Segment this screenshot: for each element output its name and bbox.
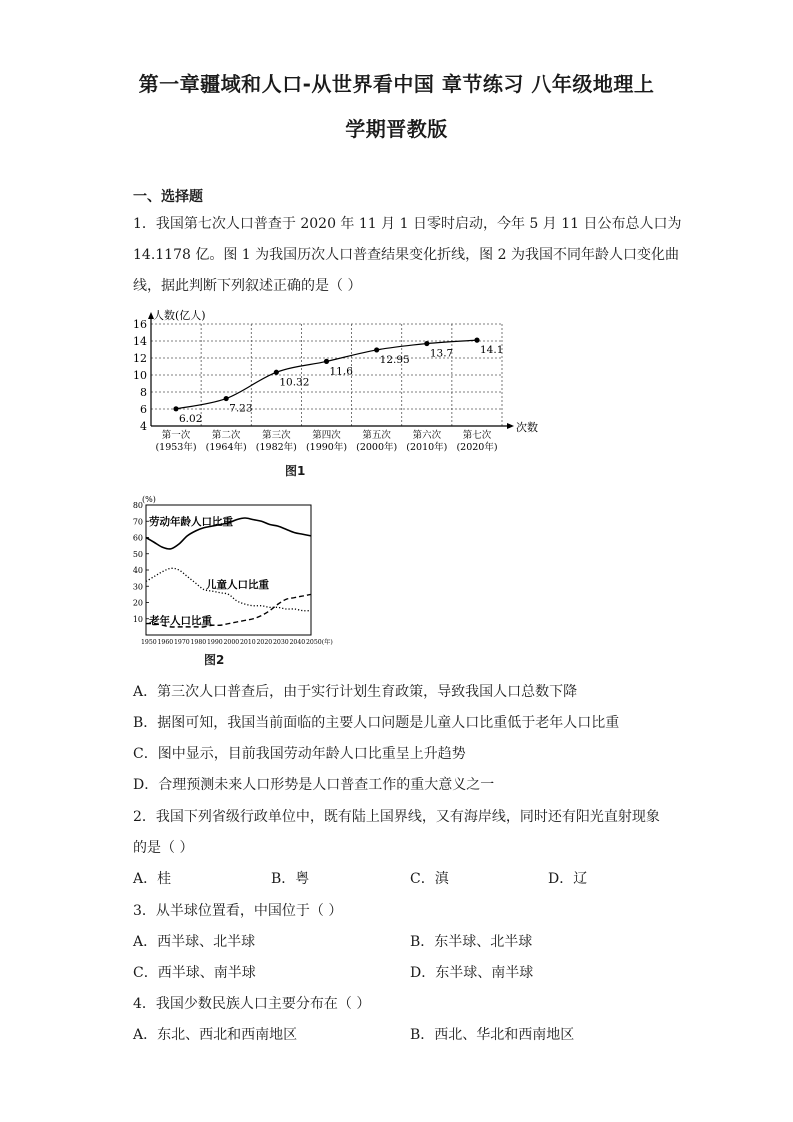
fig2-y-tick-label: 40 bbox=[132, 566, 143, 575]
fig2-x-tick-label: 1990 bbox=[207, 639, 223, 646]
fig1-x-tick-year: (2020年) bbox=[456, 442, 498, 453]
q1-option-a[interactable]: A．第三次人口普查后，由于实行计划生育政策，导致我国人口总数下降 bbox=[133, 684, 578, 700]
q2-stem-line1: 2．我国下列省级行政单位中，既有陆上国界线，又有海岸线，同时还有阳光直射现象 bbox=[133, 809, 660, 825]
fig1-data-point bbox=[424, 341, 429, 346]
fig1-data-point bbox=[224, 396, 229, 401]
fig1-x-tick-label: 第一次 bbox=[161, 430, 191, 441]
q1-option-b[interactable]: B．据图可知，我国当前面临的主要人口问题是儿童人口比重低于老年人口比重 bbox=[133, 715, 620, 731]
fig1-x-tick-year: (2000年) bbox=[356, 442, 398, 453]
fig1-y-tick-label: 12 bbox=[133, 352, 147, 365]
fig2-y-tick-label: 10 bbox=[132, 614, 143, 624]
fig2-x-tick-label: 2030 bbox=[273, 639, 289, 646]
fig1-data-point bbox=[324, 359, 329, 364]
fig1-data-label: 10.32 bbox=[279, 376, 310, 389]
fig1-x-tick-year: (1982年) bbox=[255, 442, 297, 453]
q1-option-c[interactable]: C．图中显示，目前我国劳动年龄人口比重呈上升趋势 bbox=[133, 746, 466, 762]
q1-stem-line3: 线，据此判断下列叙述正确的是（ ） bbox=[133, 278, 362, 294]
fig1-data-point bbox=[474, 338, 479, 343]
q3-option-a[interactable]: A．西半球、北半球 bbox=[133, 934, 256, 950]
q3-option-b[interactable]: B．东半球、北半球 bbox=[410, 934, 533, 950]
fig1-y-tick-label: 16 bbox=[133, 318, 147, 331]
fig1-x-tick-year: (2010年) bbox=[406, 442, 448, 453]
q4-stem: 4．我国少数民族人口主要分布在（ ） bbox=[133, 996, 371, 1012]
figure2-line-chart bbox=[130, 492, 340, 652]
fig2-x-tick-label: 2040 bbox=[289, 639, 306, 646]
fig1-data-label: 6.02 bbox=[179, 412, 203, 425]
fig1-x-tick-label: 第二次 bbox=[211, 430, 241, 441]
page-title: 第一章疆域和人口-从世界看中国 章节练习 八年级地理上 bbox=[138, 72, 655, 96]
fig1-data-point bbox=[173, 406, 178, 411]
fig1-x-tick-year: (1964年) bbox=[205, 442, 247, 453]
fig2-y-tick-label: 50 bbox=[132, 549, 143, 559]
fig2-series-label-labor: 劳动年龄人口比重 bbox=[149, 516, 233, 528]
q2-option-b[interactable]: B．粤 bbox=[271, 871, 310, 887]
fig2-x-tick-label: 2020 bbox=[256, 639, 273, 646]
fig1-data-label: 11.6 bbox=[329, 365, 353, 378]
fig1-x-tick-label: 第三次 bbox=[262, 430, 291, 441]
fig2-y-tick-label: 30 bbox=[132, 582, 143, 592]
fig2-y-axis-unit: (%) bbox=[142, 495, 156, 504]
q3-stem: 3．从半球位置看，中国位于（ ） bbox=[133, 903, 343, 919]
fig1-x-tick-label: 第五次 bbox=[362, 430, 391, 441]
fig1-x-tick-label: 第七次 bbox=[462, 430, 492, 441]
q4-option-b[interactable]: B．西北、华北和西南地区 bbox=[410, 1027, 575, 1043]
fig1-data-label: 13.7 bbox=[429, 347, 454, 360]
fig1-data-label: 12.95 bbox=[379, 353, 410, 366]
fig1-x-arrow bbox=[507, 423, 514, 429]
fig2-series-label-children: 儿童人口比重 bbox=[206, 579, 269, 591]
q1-stem-line1: 1．我国第七次人口普查于 2020 年 11 月 1 日零时启动，今年 5 月 11 日公布总人口为 bbox=[133, 216, 682, 232]
fig1-data-label: 14.1 bbox=[480, 344, 504, 357]
fig1-y-axis-label: 人数(亿人) bbox=[153, 309, 206, 322]
fig1-x-axis-label: 次数 bbox=[516, 421, 538, 434]
fig1-y-tick-label: 14 bbox=[133, 335, 147, 348]
section-heading: 一、选择题 bbox=[133, 189, 203, 205]
fig2-x-tick-label: 2010 bbox=[240, 639, 256, 646]
fig2-series-label-elderly: 老年人口比重 bbox=[149, 615, 212, 627]
fig1-y-tick-label: 8 bbox=[140, 386, 147, 399]
page-title-line2: 学期晋教版 bbox=[345, 117, 448, 141]
q3-option-c[interactable]: C．西半球、南半球 bbox=[133, 965, 256, 981]
fig1-x-tick-label: 第四次 bbox=[312, 430, 341, 441]
fig1-x-tick-year: (1990年) bbox=[305, 442, 348, 453]
q1-stem-line2: 14.1178 亿。图 1 为我国历次人口普查结果变化折线，图 2 为我国不同年龄人口变化曲 bbox=[133, 247, 679, 263]
q3-option-d[interactable]: D．东半球、南半球 bbox=[410, 965, 534, 981]
fig1-data-point bbox=[374, 347, 379, 352]
figure1-caption: 图1 bbox=[285, 464, 306, 478]
q1-option-d[interactable]: D．合理预测未来人口形势是人口普查工作的重大意义之一 bbox=[133, 777, 495, 793]
figure2-caption: 图2 bbox=[204, 653, 225, 667]
fig2-y-tick-label: 70 bbox=[132, 517, 143, 527]
fig2-x-tick-label: 2000 bbox=[223, 639, 240, 646]
fig2-y-tick-label: 60 bbox=[132, 533, 143, 543]
fig1-y-tick-label: 10 bbox=[133, 369, 147, 382]
q2-option-a[interactable]: A．桂 bbox=[133, 871, 172, 887]
fig1-data-point bbox=[274, 370, 279, 375]
q2-option-c[interactable]: C．滇 bbox=[410, 871, 449, 887]
fig1-y-tick-label: 6 bbox=[140, 403, 147, 416]
fig2-x-tick-label: 1960 bbox=[157, 639, 174, 646]
q2-stem-line2: 的是（ ） bbox=[133, 840, 194, 856]
fig1-data-label: 7.23 bbox=[229, 402, 253, 415]
figure1-line-chart bbox=[130, 305, 550, 465]
fig2-x-tick-label: 2050(年) bbox=[306, 639, 333, 646]
q4-option-a[interactable]: A．东北、西北和西南地区 bbox=[133, 1027, 298, 1043]
fig1-x-tick-label: 第六次 bbox=[412, 430, 442, 441]
q2-option-d[interactable]: D．辽 bbox=[548, 871, 588, 887]
fig2-x-tick-label: 1980 bbox=[190, 639, 207, 646]
fig1-y-tick-label: 4 bbox=[140, 420, 147, 433]
fig2-y-tick-label: 20 bbox=[132, 598, 143, 608]
fig1-x-tick-year: (1953年) bbox=[155, 442, 197, 453]
fig2-y-tick-label: 80 bbox=[132, 501, 143, 510]
fig2-x-tick-label: 1970 bbox=[174, 639, 190, 646]
fig2-x-tick-label: 1950 bbox=[141, 639, 157, 646]
